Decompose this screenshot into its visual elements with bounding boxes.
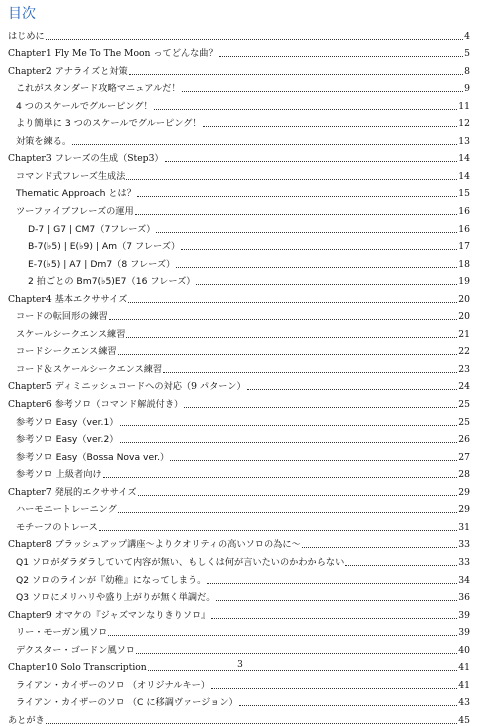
toc-entry-page: 15 xyxy=(458,188,470,200)
dot-leader xyxy=(108,635,457,636)
toc-entry-page: 27 xyxy=(458,451,470,463)
toc-entry-page: 4 xyxy=(464,30,470,42)
toc-entry-page: 25 xyxy=(458,416,470,428)
toc-entry[interactable] xyxy=(8,498,470,516)
dot-leader xyxy=(118,512,457,513)
toc-entry[interactable] xyxy=(8,708,470,726)
dot-leader xyxy=(203,126,458,127)
toc-entry[interactable] xyxy=(8,621,470,639)
toc-chapter-entry[interactable] xyxy=(8,287,470,305)
toc-entry[interactable] xyxy=(8,252,470,270)
dot-leader xyxy=(118,354,458,355)
dot-leader xyxy=(148,670,458,671)
toc-entry[interactable] xyxy=(8,515,470,533)
toc-entry[interactable] xyxy=(8,463,470,481)
toc-entry[interactable] xyxy=(8,568,470,586)
dot-leader xyxy=(135,214,458,215)
toc-chapter-entry[interactable] xyxy=(8,392,470,410)
toc-entry-label: ライアン・カイザーのソロ （C に移調ヴァージョン） xyxy=(16,697,238,709)
toc-entry-page: 5 xyxy=(464,48,470,60)
toc-entry-page: 21 xyxy=(458,328,470,340)
toc-entry-page: 25 xyxy=(458,399,470,411)
toc-entry-label: コマンド式フレーズ生成法 xyxy=(16,170,126,182)
dot-leader xyxy=(207,583,457,584)
toc-entry-page: 24 xyxy=(458,381,470,393)
toc-entry[interactable] xyxy=(8,217,470,235)
dot-leader xyxy=(196,284,457,285)
dot-leader xyxy=(120,442,458,443)
toc-entry[interactable] xyxy=(8,235,470,253)
dot-leader xyxy=(182,91,464,92)
toc-entry[interactable] xyxy=(8,428,470,446)
dot-leader xyxy=(126,337,457,338)
toc-entry[interactable] xyxy=(8,182,470,200)
toc-entry-page: 18 xyxy=(458,258,470,270)
toc-entry-label: 参考ソロ Easy（Bossa Nova ver.） xyxy=(16,451,170,463)
toc-chapter-entry[interactable] xyxy=(8,375,470,393)
toc-entry-label: Chapter7 発展的エクササイズ xyxy=(8,486,137,498)
toc-entry[interactable] xyxy=(8,322,470,340)
dot-leader xyxy=(184,407,457,408)
page-number: 3 xyxy=(237,660,243,670)
toc-entry-label: コード＆スケールシークエンス練習 xyxy=(16,363,163,375)
dot-leader xyxy=(103,477,458,478)
dot-leader xyxy=(216,600,457,601)
toc-entry[interactable] xyxy=(8,129,470,147)
toc-entry[interactable] xyxy=(8,357,470,375)
toc-entry-label: Chapter2 アナライズと対策 xyxy=(8,65,128,77)
toc-entry-page: 33 xyxy=(458,556,470,568)
toc-entry-page: 12 xyxy=(458,118,470,130)
toc-entry-label: より簡単に 3 つのスケールでグルーピング！ xyxy=(16,118,202,130)
dot-leader xyxy=(109,319,457,320)
toc-chapter-entry[interactable] xyxy=(8,603,470,621)
toc-entry-page: 29 xyxy=(458,504,470,516)
toc-entry-label: 対策を練る。 xyxy=(16,135,72,147)
toc-entry[interactable] xyxy=(8,305,470,323)
toc-entry-page: 45 xyxy=(458,714,470,726)
toc-entry-label: Chapter5 ディミニッシュコードへの対応（9 パターン） xyxy=(8,381,246,393)
page-title: 目次 xyxy=(8,6,36,22)
toc-entry-label: D-7 | G7 | CM7（7フレーズ） xyxy=(28,223,156,235)
dot-leader xyxy=(46,39,463,40)
toc-entry-label: Q1 ソロがダラダラしていて内容が無い、もしくは何が言いたいのかわからない xyxy=(16,556,345,568)
dot-leader xyxy=(137,196,457,197)
table-of-contents xyxy=(8,24,470,726)
toc-entry[interactable] xyxy=(8,24,470,42)
toc-entry-label: 参考ソロ Easy（ver.2） xyxy=(16,434,119,446)
toc-entry-label: Chapter6 参考ソロ（コマンド解説付き） xyxy=(8,399,184,411)
toc-entry-page: 23 xyxy=(458,363,470,375)
toc-entry-page: 40 xyxy=(458,644,470,656)
toc-entry-page: 14 xyxy=(458,170,470,182)
toc-entry-page: 16 xyxy=(458,206,470,218)
toc-entry-page: 33 xyxy=(458,539,470,551)
dot-leader xyxy=(176,267,457,268)
toc-entry-page: 19 xyxy=(458,276,470,288)
dot-leader xyxy=(302,547,458,548)
dot-leader xyxy=(163,372,457,373)
toc-entry-label: Chapter9 オマケの『ジャズマンなりきりソロ』 xyxy=(8,609,211,621)
toc-entry-label: B-7(♭5) | E(♭9) | Am（7 フレーズ） xyxy=(28,241,181,253)
toc-entry-label: コードの転回形の練習 xyxy=(16,311,108,323)
toc-entry-label: スケールシークエンス練習 xyxy=(16,328,126,340)
toc-entry[interactable] xyxy=(8,691,470,709)
dot-leader xyxy=(165,161,458,162)
toc-entry-page: 16 xyxy=(458,223,470,235)
toc-chapter-entry[interactable] xyxy=(8,42,470,60)
toc-entry-label: これがスタンダード攻略マニュアルだ！ xyxy=(16,83,181,95)
dot-leader xyxy=(46,723,458,724)
toc-entry-label: Chapter3 フレーズの生成（Step3） xyxy=(8,153,164,165)
toc-entry-label: Chapter8 ブラッシュアップ講座～よりクオリティの高いソロの為に～ xyxy=(8,539,301,551)
toc-entry[interactable] xyxy=(8,445,470,463)
toc-entry-label: 参考ソロ 上級者向け xyxy=(16,469,102,481)
toc-chapter-entry[interactable] xyxy=(8,480,470,498)
dot-leader xyxy=(219,56,463,57)
toc-entry[interactable] xyxy=(8,638,470,656)
toc-entry-page: 22 xyxy=(458,346,470,358)
toc-entry[interactable] xyxy=(8,673,470,691)
toc-entry-label: ライアン・カイザーのソロ （オリジナルキー） xyxy=(16,679,211,691)
toc-chapter-entry[interactable] xyxy=(8,147,470,165)
toc-entry-page: 14 xyxy=(458,153,470,165)
toc-entry-page: 13 xyxy=(458,135,470,147)
toc-entry-label: リー・モーガン風ソロ xyxy=(16,627,108,639)
toc-entry-page: 41 xyxy=(458,662,470,674)
toc-entry-page: 36 xyxy=(458,592,470,604)
toc-entry-page: 11 xyxy=(458,100,470,112)
toc-entry-label: Chapter4 基本エクササイズ xyxy=(8,293,128,305)
dot-leader xyxy=(181,249,457,250)
toc-entry-page: 39 xyxy=(458,627,470,639)
toc-entry[interactable] xyxy=(8,550,470,568)
toc-entry-label: あとがき xyxy=(8,714,45,726)
toc-entry-page: 28 xyxy=(458,469,470,481)
toc-entry-page: 17 xyxy=(458,241,470,253)
dot-leader xyxy=(247,389,458,390)
toc-entry-page: 29 xyxy=(458,486,470,498)
toc-entry-page: 20 xyxy=(458,311,470,323)
toc-entry[interactable] xyxy=(8,270,470,288)
toc-entry[interactable] xyxy=(8,112,470,130)
toc-entry-label: コードシークエンス練習 xyxy=(16,346,117,358)
toc-entry[interactable] xyxy=(8,164,470,182)
dot-leader xyxy=(170,460,457,461)
dot-leader xyxy=(154,109,458,110)
dot-leader xyxy=(136,653,457,654)
toc-entry[interactable] xyxy=(8,77,470,95)
toc-entry[interactable] xyxy=(8,410,470,428)
dot-leader xyxy=(345,565,457,566)
toc-entry-label: Q3 ソロにメリハリや盛り上がりが無く単調だ。 xyxy=(16,592,216,604)
toc-entry-label: モチーフのトレース xyxy=(16,521,98,533)
toc-entry[interactable] xyxy=(8,586,470,604)
toc-entry-label: はじめに xyxy=(8,30,45,42)
toc-entry-label: 参考ソロ Easy（ver.1） xyxy=(16,416,119,428)
toc-entry-label: デクスター・ゴードン風ソロ xyxy=(16,644,135,656)
toc-entry-page: 9 xyxy=(464,83,470,95)
dot-leader xyxy=(129,74,463,75)
toc-entry-label: 2 拍ごとの Bm7(♭5)E7（16 フレーズ） xyxy=(28,276,196,288)
toc-entry-page: 31 xyxy=(458,521,470,533)
dot-leader xyxy=(156,232,457,233)
dot-leader xyxy=(99,530,458,531)
toc-entry-page: 8 xyxy=(464,65,470,77)
toc-chapter-entry[interactable] xyxy=(8,533,470,551)
toc-entry[interactable] xyxy=(8,340,470,358)
toc-entry[interactable] xyxy=(8,94,470,112)
dot-leader xyxy=(211,618,457,619)
toc-entry-label: E-7(♭5) | A7 | Dm7（8 フレーズ） xyxy=(28,258,176,270)
toc-entry-page: 20 xyxy=(458,293,470,305)
dot-leader xyxy=(126,179,457,180)
toc-entry-page: 26 xyxy=(458,434,470,446)
toc-entry-page: 41 xyxy=(458,679,470,691)
dot-leader xyxy=(138,495,458,496)
toc-entry-label: Thematic Approach とは？ xyxy=(16,188,136,200)
toc-entry-label: Q2 ソロのラインが『幼稚』になってしまう。 xyxy=(16,574,207,586)
toc-entry-label: ハーモニートレーニング xyxy=(16,504,117,516)
toc-entry-page: 43 xyxy=(458,697,470,709)
toc-entry-label: Chapter1 Fly Me To The Moon ってどんな曲？ xyxy=(8,48,218,60)
toc-entry-page: 34 xyxy=(458,574,470,586)
dot-leader xyxy=(120,425,458,426)
toc-entry-label: Chapter10 Solo Transcription xyxy=(8,662,147,674)
toc-entry-page: 39 xyxy=(458,609,470,621)
toc-entry-label: ツーファイブフレーズの運用 xyxy=(16,206,134,218)
dot-leader xyxy=(72,144,457,145)
toc-entry[interactable] xyxy=(8,199,470,217)
dot-leader xyxy=(239,705,458,706)
dot-leader xyxy=(128,302,457,303)
toc-entry-label: 4 つのスケールでグルーピング！ xyxy=(16,100,153,112)
toc-chapter-entry[interactable] xyxy=(8,59,470,77)
dot-leader xyxy=(211,688,457,689)
